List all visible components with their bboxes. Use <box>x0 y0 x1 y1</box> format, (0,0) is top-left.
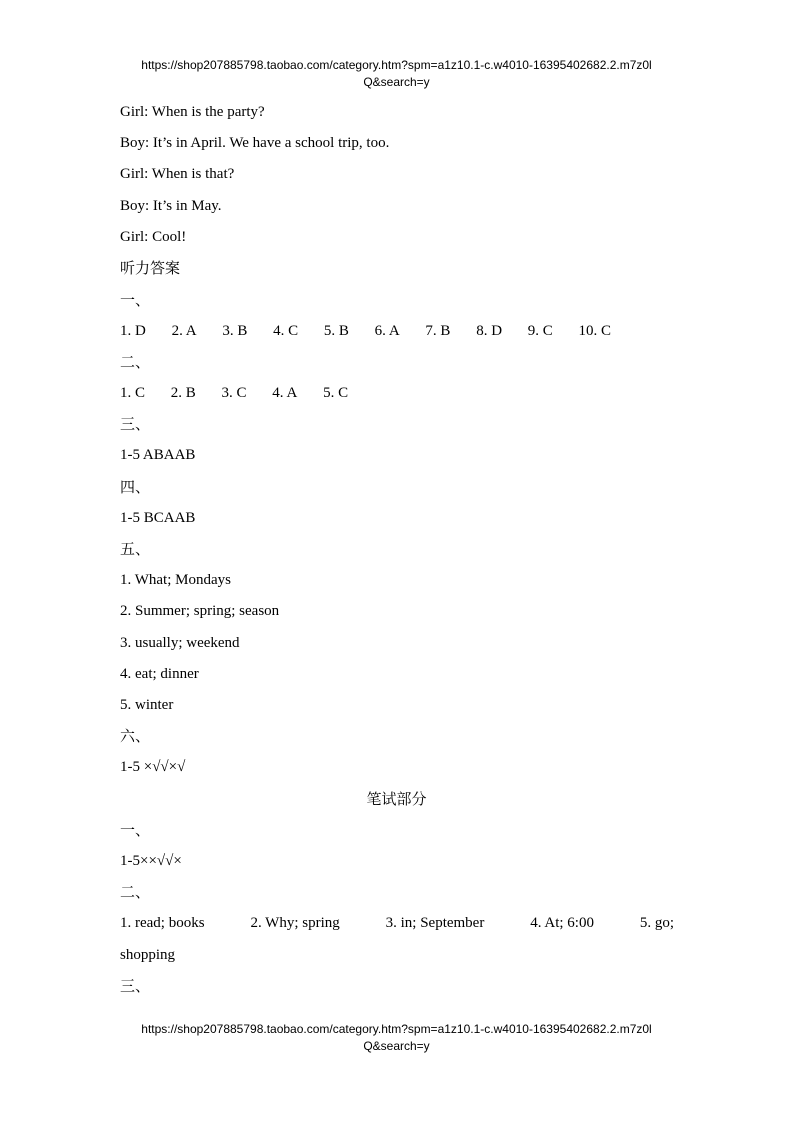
section-label: 二、 <box>120 353 151 371</box>
answer-item: 2. A <box>171 323 197 339</box>
footer-url <box>0 1021 793 1055</box>
answer-line: 1-5 ×√√×√ <box>120 759 186 775</box>
answer-item: 5. go; <box>639 915 674 931</box>
answer-row <box>120 913 674 933</box>
header-url-line2: Q&search=y <box>363 75 430 89</box>
section-label: 三、 <box>120 415 151 433</box>
answer-line: 3. usually; weekend <box>120 635 240 651</box>
answer-item: 4. A <box>272 385 298 401</box>
dialogue-line: Boy: It’s in April. We have a school trip, too. <box>120 135 390 151</box>
answer-line: 2. Summer; spring; season <box>120 603 280 619</box>
answer-item: 3. in; September <box>385 915 485 931</box>
written-title: 笔试部分 <box>366 790 427 808</box>
listening-title: 听力答案 <box>120 259 181 277</box>
answer-item: 4. C <box>273 323 299 339</box>
answer-item: 8. D <box>476 323 503 339</box>
answer-item: 9. C <box>527 323 553 339</box>
answer-item: 1. D <box>120 323 146 339</box>
section-label: 一、 <box>120 291 151 309</box>
answer-row <box>120 383 370 403</box>
section-label: 三、 <box>120 977 151 995</box>
answer-item: 4. At; 6:00 <box>530 915 594 931</box>
section-label: 二、 <box>120 883 151 901</box>
answer-line: 4. eat; dinner <box>120 666 199 682</box>
section-label: 六、 <box>120 727 151 745</box>
section-label: 五、 <box>120 540 151 558</box>
answer-item: 6. A <box>374 323 400 339</box>
header-url-line1: https://shop207885798.taobao.com/category.htm?spm=a1z10.1-c.w4010-16395402682.2.m7z0l <box>141 58 652 72</box>
answer-item: 2. Why; spring <box>250 915 340 931</box>
answer-item: 2. B <box>170 385 196 401</box>
answer-item: 1. read; books <box>120 915 205 931</box>
dialogue-line: Girl: Cool! <box>120 229 187 245</box>
answer-item: 5. C <box>323 385 349 401</box>
answer-item: 7. B <box>425 323 451 339</box>
footer-url-line1: https://shop207885798.taobao.com/category.htm?spm=a1z10.1-c.w4010-16395402682.2.m7z0l <box>141 1022 652 1036</box>
section-label: 四、 <box>120 478 151 496</box>
answer-item: 5. B <box>323 323 349 339</box>
answer-line: shopping <box>120 947 176 963</box>
section-label: 一、 <box>120 821 151 839</box>
dialogue-line: Boy: It’s in May. <box>120 198 222 214</box>
answer-line: 1-5 BCAAB <box>120 510 196 526</box>
answer-line: 1-5××√√× <box>120 853 182 869</box>
answer-item: 3. B <box>222 323 248 339</box>
dialogue-line: Girl: When is that? <box>120 166 235 182</box>
answer-item: 10. C <box>578 323 612 339</box>
footer-url-line2: Q&search=y <box>363 1039 430 1053</box>
answer-line: 5. winter <box>120 697 174 713</box>
dialogue-line: Girl: When is the party? <box>120 104 265 120</box>
answer-line: 1. What; Mondays <box>120 572 231 588</box>
answer-row <box>120 321 633 341</box>
header-url <box>0 57 793 91</box>
answer-item: 1. C <box>120 385 146 401</box>
answer-line: 1-5 ABAAB <box>120 447 196 463</box>
answer-item: 3. C <box>221 385 247 401</box>
